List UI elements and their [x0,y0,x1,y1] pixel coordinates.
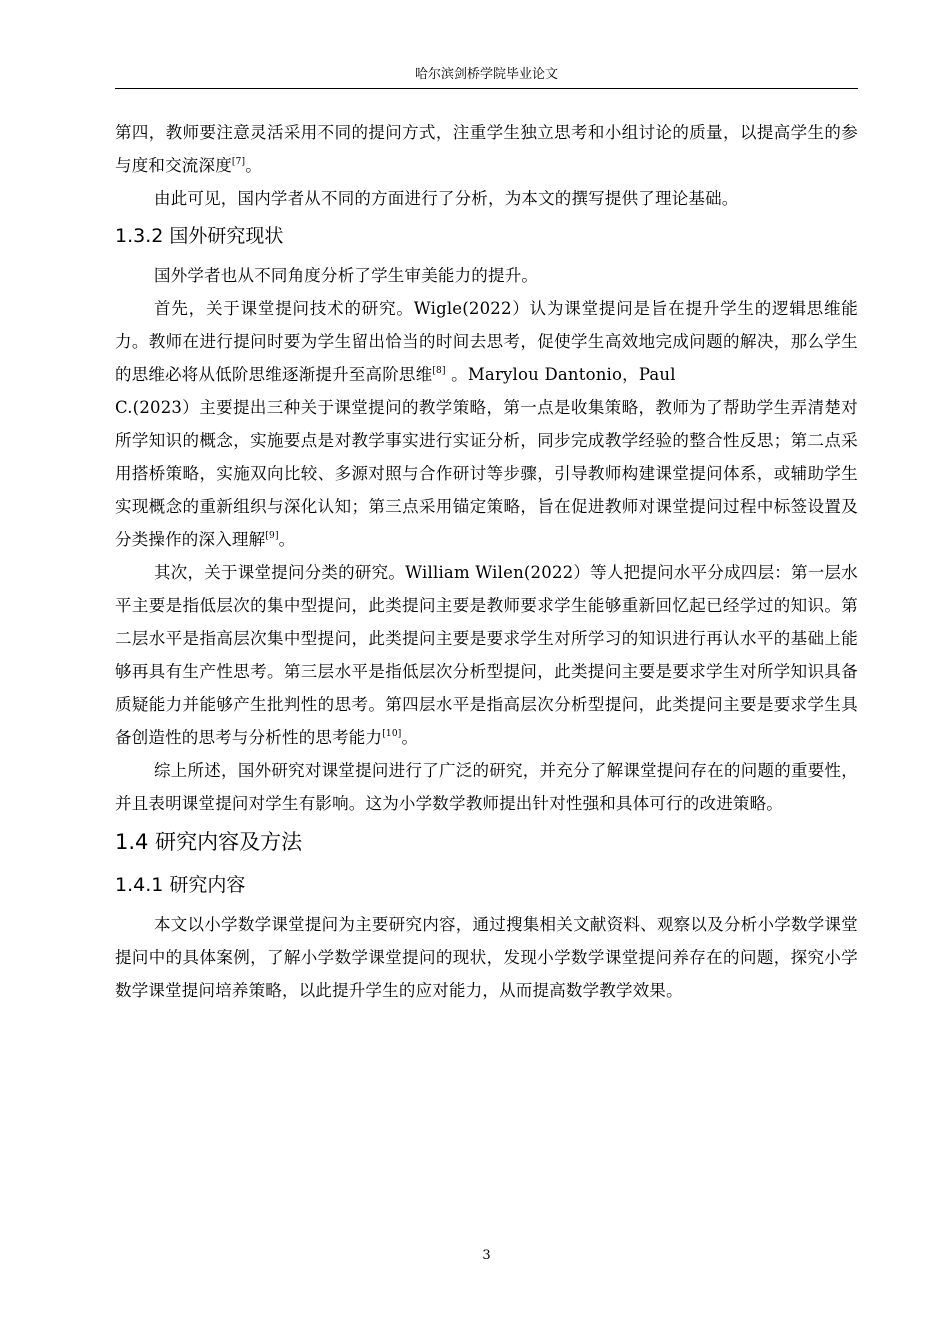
paragraph-foreign-first [115,292,858,391]
paragraph-text: C.(2023）主要提出三种关于课堂提问的教学策略，第一点是收集策略，教师为了帮助学生弄清楚对所学知识的概念，实施要点是对教学事实进行实证分析，同步完成教学经验的整合性反思；第二点采用搭桥策略，实施双向比较、多源对照与合作研讨等步骤，引导教师构建课堂提问体系，或辅助学生实现概念的重新组织与深化认知；第三点采用锚定策略，旨在促进教师对课堂提问过程中标签设置及分类操作的深入理解 [115,398,858,549]
section-heading-1-4-1: 1.4.1 研究内容 [115,874,246,896]
citation-ref[interactable]: [9] [265,531,279,541]
section-heading-1-3-2: 1.3.2 国外研究现状 [115,225,284,247]
paragraph-end: 。 [401,728,419,747]
body-text [115,116,858,1007]
section-heading-1-4: 1.4 研究内容及方法 [115,830,303,854]
paragraph-foreign-summary: 综上所述，国外研究对课堂提问进行了广泛的研究，并充分了解课堂提问存在的问题的重要性，并且表明课堂提问对学生有影响。这为小学数学教师提出针对性强和具体可行的改进策略。 [115,761,858,813]
paragraph-end: 。 [278,530,296,549]
paragraph-foreign-intro: 国外学者也从不同角度分析了学生审美能力的提升。 [154,266,539,285]
paragraph-domestic-fourth [115,116,858,182]
paragraph-text: 首先，关于课堂提问技术的研究。Wigle(2022）认为课堂提问是旨在提升学生的逻辑思维能力。教师在进行提问时要为学生留出恰当的时间去思考，促使学生高效地完成问题的解决，那么学生的思维必将从低阶思维逐渐提升至高阶思维 [115,299,858,384]
running-header: 哈尔滨剑桥学院毕业论文 [414,67,558,82]
citation-ref[interactable]: [7] [231,157,246,167]
header-rule [115,88,858,89]
paragraph-end: 。Marylou Dantonio，Paul [445,365,676,384]
paragraph-domestic-summary: 由此可见，国内学者从不同的方面进行了分析，为本文的撰写提供了理论基础。 [154,189,739,208]
paragraph-text: 其次，关于课堂提问分类的研究。William Wilen(2022）等人把提问水平分成四层：第一层水平主要是指低层次的集中型提问，此类提问主要是教师要求学生能够重新回忆起已经学过的知识。第二层水平是指高层次集中型提问，此类提问主要是要求学生对所学习的知识进行再认水平的基础上能够再具有生产性思考。第三层水平是指低层次分析型提问，此类提问主要是要求学生对所学知识具备质疑能力并能够产生批判性的思考。第四层水平是指高层次分析型提问，此类提问主要是要求学生具备创造性的思考与分析性的思考能力 [115,563,858,747]
paragraph-foreign-strategies [115,391,858,556]
paragraph-text: 第四，教师要注意灵活采用不同的提问方式，注重学生独立思考和小组讨论的质量，以提高学生的参与度和交流深度 [115,123,858,175]
citation-ref[interactable]: [8] [432,366,446,376]
citation-ref[interactable]: [10] [382,729,402,739]
paragraph-research-content: 本文以小学数学课堂提问为主要研究内容，通过搜集相关文献资料、观察以及分析小学数学课堂提问中的具体案例，了解小学数学课堂提问的现状，发现小学数学课堂提问养存在的问题，探究小学数学课堂提问培养策略，以此提升学生的应对能力，从而提高数学教学效果。 [115,915,858,1000]
page-number: 3 [482,1248,491,1263]
paragraph-foreign-second [115,556,858,754]
paragraph-end: 。 [245,156,262,175]
